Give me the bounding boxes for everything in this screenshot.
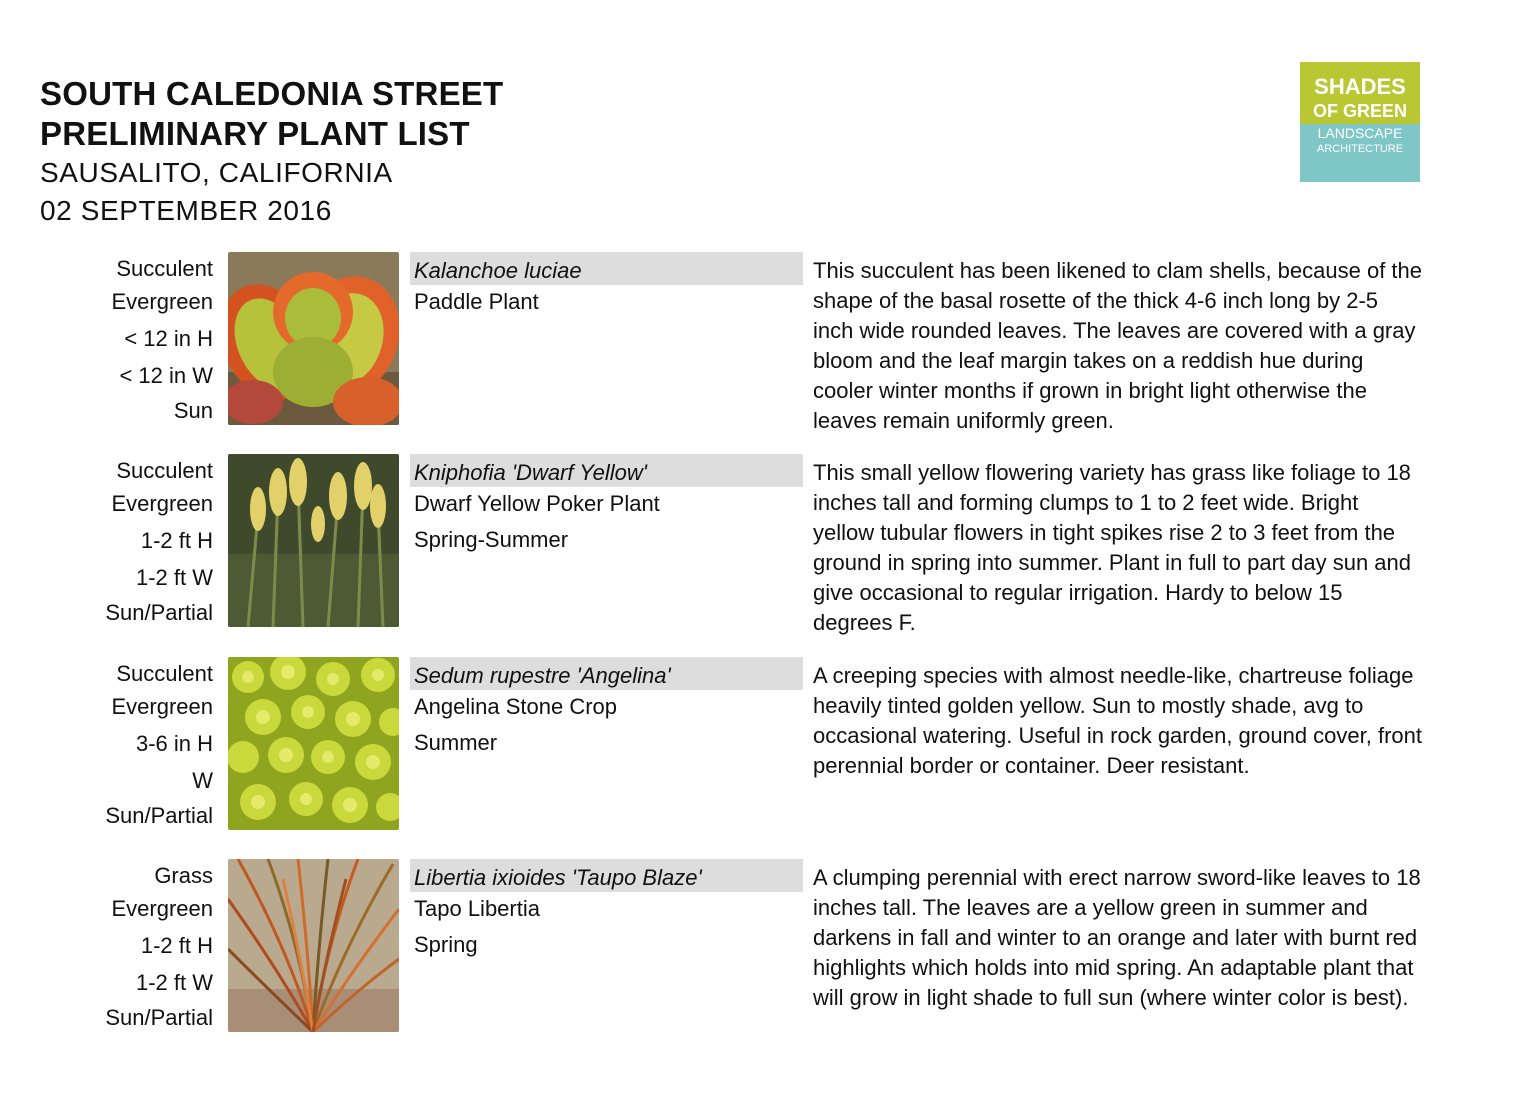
bloom-season: Spring (414, 932, 478, 957)
company-logo (1300, 62, 1420, 182)
plant-height: 1-2 ft H (140, 933, 213, 958)
plant-foliage: Evergreen (111, 289, 213, 314)
plant-entry (0, 657, 1530, 837)
plant-foliage: Evergreen (111, 491, 213, 516)
plant-description: This succulent has been likened to clam shells, because of the shape of the basal rosette of the thick 4-6 inch long by 2-5 inch wide rounded leaves. The leaves are covered with a gray bloom and the leaf margin takes on a reddish hue during cooler winter months if grown in bright light otherwise the leaves remain uniformly green. (813, 258, 1423, 433)
plant-names (410, 252, 803, 321)
scientific-name: Sedum rupestre 'Angelina' (410, 657, 803, 690)
common-name: Tapo Libertia (414, 896, 540, 921)
plant-width: 1-2 ft W (135, 970, 213, 995)
plant-description: A clumping perennial with erect narrow sword-like leaves to 18 inches tall. The leaves are a yellow green in summer and darkens in fall and winter to an orange and later with burnt red highlights which holds into mid spring. An adaptable plant that will grow in light shade to full sun (where winter color is best). (813, 865, 1421, 1010)
plant-names (410, 657, 803, 759)
plant-height: < 12 in H (124, 326, 213, 351)
logo-text-line4: ARCHITECTURE (1316, 143, 1404, 155)
libertia-photo (228, 859, 399, 1032)
plant-names (410, 454, 803, 556)
bloom-season: Spring-Summer (414, 527, 569, 552)
plant-description: A creeping species with almost needle-like, chartreuse foliage heavily tinted golden yellow. Sun to mostly shade, avg to occasional watering. Useful in rock garden, ground cover, front perennial border or container. Deer resistant. (813, 663, 1422, 778)
plant-names (410, 859, 803, 961)
logo-text-line2: OF GREEN (1312, 101, 1407, 121)
plant-description: This small yellow flowering variety has grass like foliage to 18 inches tall and forming clumps to 1 to 2 feet wide. Bright yellow tubular flowers in tight spikes rise 2 to 3 feet from the ground in spring into summer. Plant in full to part day sun and give occasional to regular irrigation. Hardy to below 15 degrees F. (813, 460, 1412, 635)
plant-foliage: Evergreen (111, 694, 213, 719)
plant-entry (0, 859, 1530, 1039)
plant-foliage: Evergreen (111, 896, 213, 921)
plant-width: W (192, 768, 213, 793)
plant-type: Succulent (116, 256, 213, 281)
sedum-photo (228, 657, 399, 830)
plant-width: < 12 in W (119, 363, 213, 388)
plant-exposure: Sun (173, 398, 213, 423)
kniphofia-photo (228, 454, 399, 627)
project-location: SAUSALITO, CALIFORNIA (40, 157, 393, 188)
common-name: Paddle Plant (414, 289, 539, 314)
page-title-line1: SOUTH CALEDONIA STREET (40, 75, 504, 112)
document-date: 02 SEPTEMBER 2016 (40, 195, 332, 226)
scientific-name: Kniphofia 'Dwarf Yellow' (410, 454, 803, 487)
plant-height: 1-2 ft H (140, 528, 213, 553)
plant-entry (0, 454, 1530, 634)
plant-type: Succulent (116, 458, 213, 483)
plant-type: Succulent (116, 661, 213, 686)
common-name: Angelina Stone Crop (414, 694, 618, 719)
page-header (40, 74, 503, 230)
common-name: Dwarf Yellow Poker Plant (414, 491, 660, 516)
plant-width: 1-2 ft W (135, 565, 213, 590)
bloom-season: Summer (414, 730, 498, 755)
plant-type: Grass (154, 863, 213, 888)
plant-exposure: Sun/Partial (105, 803, 213, 828)
scientific-name: Kalanchoe luciae (410, 252, 803, 285)
plant-height: 3-6 in H (135, 731, 213, 756)
logo-text-line1: SHADES (1314, 74, 1406, 99)
page-title-line2: PRELIMINARY PLANT LIST (40, 115, 470, 152)
kalanchoe-photo (228, 252, 399, 425)
plant-exposure: Sun/Partial (105, 1005, 213, 1030)
scientific-name: Libertia ixioides 'Taupo Blaze' (410, 859, 803, 892)
plant-entry (0, 252, 1530, 432)
plant-exposure: Sun/Partial (105, 600, 213, 625)
logo-text-line3: LANDSCAPE (1317, 125, 1403, 141)
